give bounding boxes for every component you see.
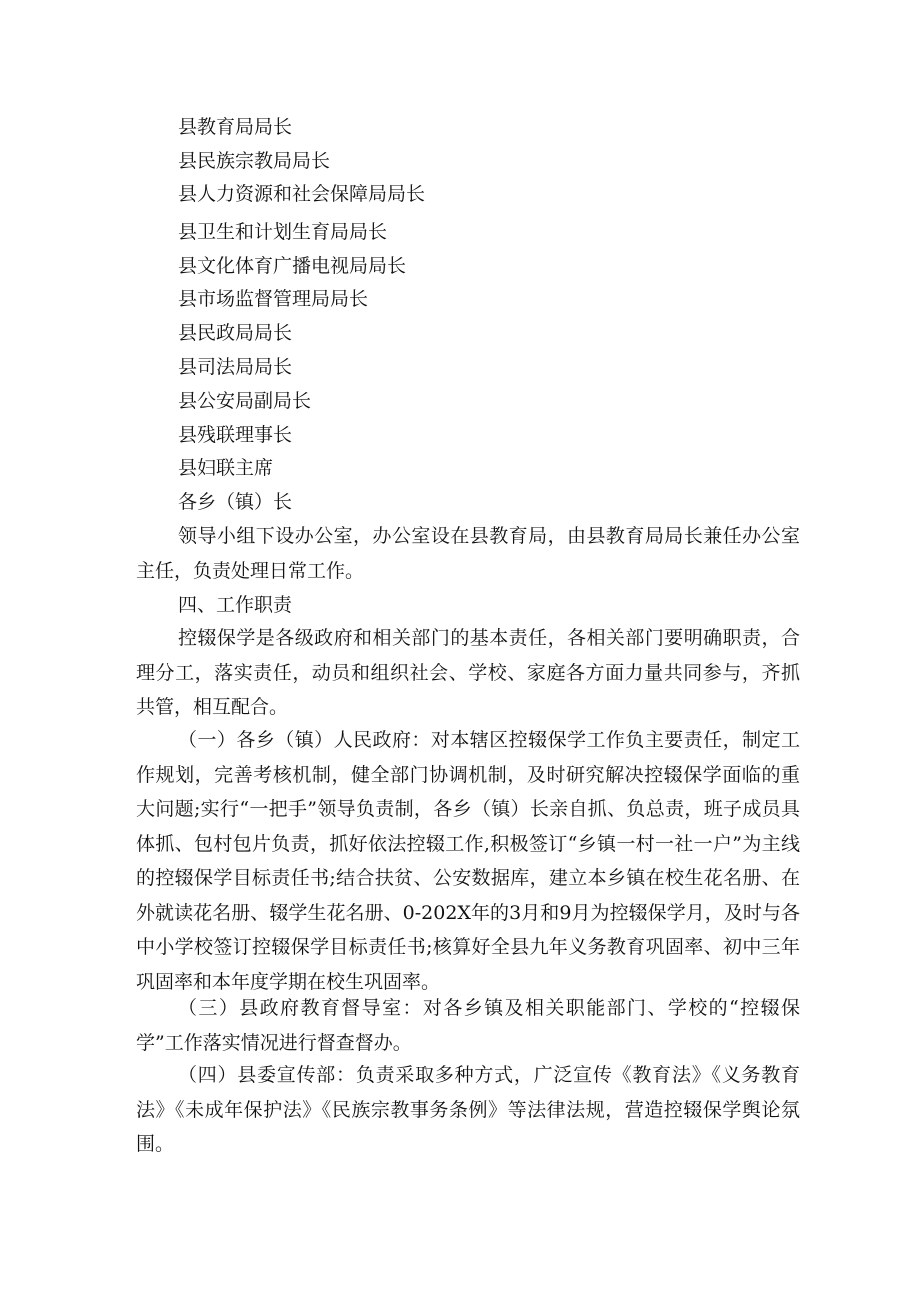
duty-one-paragraph: （一）各乡（镇）人民政府：对本辖区控辍保学工作负主要责任，制定工作规划，完善考核机制，健全部门协调机制，及时研究解决控辍保学面临的重大问题;实行“一把手”领导负责制，各乡（镇）长亲自抓、负总责，班子成员具体抓、包村包片负责，抓好依法控辍工作,积极签订“乡镇一村一社一户”为主线的控辍保学目标责任书;结合扶贫、公安数据库，建立本乡镇在校生花名册、在外就读花名册、辍学生花名册、0-202X年的3月和9月为控辍保学月，及时与各中小学校签订控辍保学目标责任书;核算好全县九年义务教育巩固率、初中三年巩固率和本年度学期在校生巩固率。 bbox=[136, 729, 800, 993]
duty-three-paragraph: （三）县政府教育督导室：对各乡镇及相关职能部门、学校的“控辍保学”工作落实情况进行督查督办。 bbox=[136, 997, 800, 1054]
member-line: 县卫生和计划生育局局长 bbox=[178, 221, 388, 243]
member-line: 县妇联主席 bbox=[178, 457, 274, 479]
member-line: 县市场监督管理局局长 bbox=[178, 288, 369, 310]
duty-four-paragraph: （四）县委宣传部：负责采取多种方式，广泛宣传《教育法》《义务教育法》《未成年保护法》《民族宗教事务条例》等法律法规，营造控辍保学舆论氛围。 bbox=[136, 1064, 800, 1155]
member-line: 县民政局局长 bbox=[178, 322, 293, 344]
member-line: 县文化体育广播电视局局长 bbox=[178, 255, 407, 277]
member-line: 县民族宗教局局长 bbox=[178, 150, 331, 172]
member-line: 县公安局副局长 bbox=[178, 390, 312, 412]
member-line: 县教育局局长 bbox=[178, 116, 293, 138]
member-line: 县人力资源和社会保障局局长 bbox=[178, 183, 426, 205]
member-line: 县残联理事长 bbox=[178, 424, 293, 446]
duty-intro-paragraph: 控辍保学是各级政府和相关部门的基本责任，各相关部门要明确职责，合理分工，落实责任，动员和组织社会、学校、家庭各方面力量共同参与，齐抓共管，相互配合。 bbox=[136, 627, 800, 718]
member-line: 各乡（镇）长 bbox=[178, 491, 293, 513]
office-paragraph: 领导小组下设办公室，办公室设在县教育局，由县教育局局长兼任办公室主任，负责处理日常工作。 bbox=[136, 525, 800, 582]
member-line: 县司法局局长 bbox=[178, 356, 293, 378]
section-four-title: 四、工作职责 bbox=[178, 594, 293, 616]
